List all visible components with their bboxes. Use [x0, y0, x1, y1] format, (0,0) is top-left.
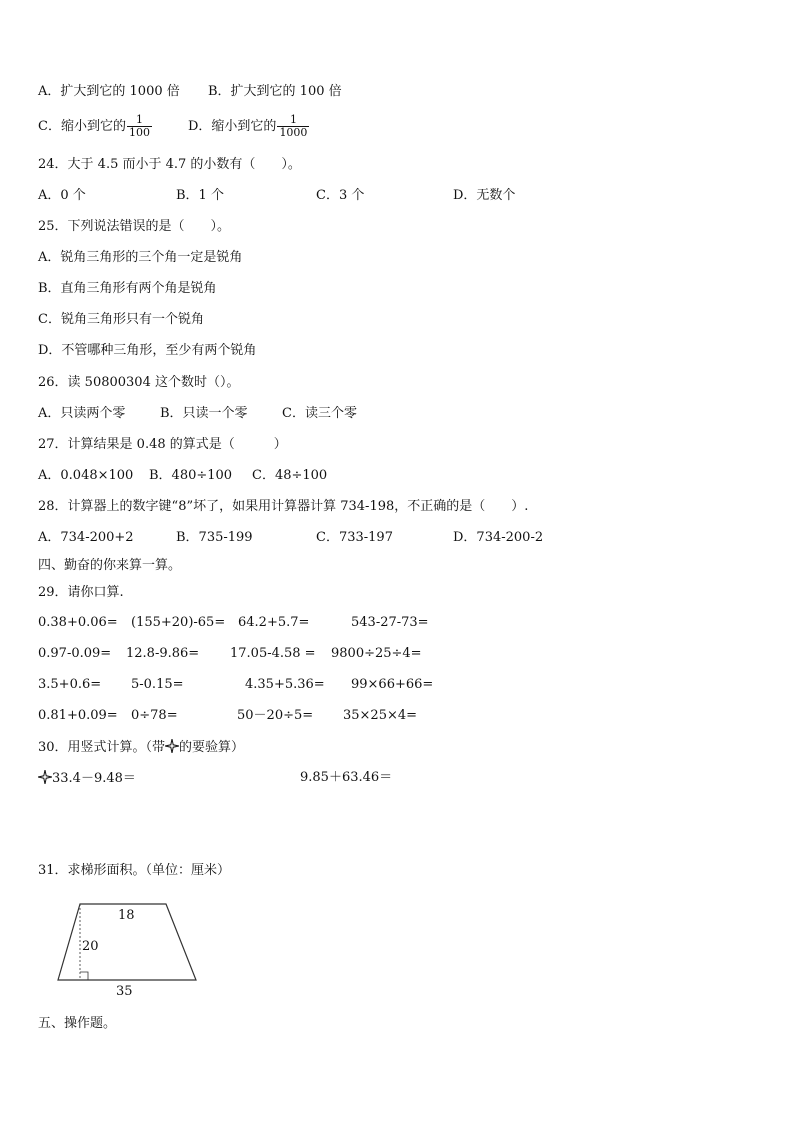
q23-option-c [38, 114, 152, 139]
trapezoid-height-label: 20 [82, 939, 99, 954]
oral-calc-item: 12.8-9.86= [126, 646, 200, 661]
section-heading-5: 五、操作题。 [38, 1016, 117, 1031]
trapezoid-bottom-label: 35 [116, 984, 133, 999]
q24-stem: 24．大于 4.5 而小于 4.7 的小数有（ ）。 [38, 157, 301, 172]
q25-option-c: C．锐角三角形只有一个锐角 [38, 312, 204, 327]
q30-item-1 [38, 770, 136, 787]
q30-stem-text-end: 的要验算） [179, 740, 245, 755]
q30-item-1-text: 33.4－9.48＝ [52, 771, 136, 786]
q25-stem: 25．下列说法错误的是（ ）。 [38, 219, 231, 234]
q29-stem: 29．请你口算. [38, 585, 124, 600]
right-angle-mark [80, 972, 88, 980]
oral-calc-item: 35×25×4= [343, 708, 418, 723]
q30-item-2: 9.85＋63.46＝ [300, 770, 393, 785]
q26-option-b: B．只读一个零 [160, 406, 248, 421]
four-point-star-icon [165, 739, 179, 753]
fraction-numerator: 1 [277, 114, 309, 127]
q27-stem: 27．计算结果是 0.48 的算式是（ ） [38, 437, 287, 452]
trapezoid-top-label: 18 [118, 908, 135, 923]
trapezoid-figure [50, 898, 210, 1000]
q23-option-d [188, 114, 309, 139]
q26-option-a: A．只读两个零 [38, 406, 126, 421]
q28-stem: 28．计算器上的数字键“8”坏了，如果用计算器计算 734-198，不正确的是（ ）. [38, 499, 529, 514]
fraction-denominator: 100 [128, 126, 150, 139]
q24-option-b: B．1 个 [176, 188, 224, 203]
oral-calc-item: 50－20÷5= [237, 708, 314, 723]
q23-option-d-text: D．缩小到它的 [188, 119, 277, 134]
q25-option-a: A．锐角三角形的三个角一定是锐角 [38, 250, 243, 265]
q28-option-a: A．734-200+2 [38, 530, 134, 545]
oral-calc-item: 3.5+0.6= [38, 677, 102, 692]
oral-calc-item: 0÷78= [131, 708, 178, 723]
oral-calc-item: 17.05-4.58 = [230, 646, 316, 661]
q28-option-b: B．735-199 [176, 530, 253, 545]
q30-stem-text: 30．用竖式计算。（带 [38, 740, 166, 755]
q25-option-d: D．不管哪种三角形，至少有两个锐角 [38, 343, 257, 358]
q27-option-b: B．480÷100 [149, 468, 233, 483]
section-heading-4: 四、勤奋的你来算一算。 [38, 558, 182, 573]
fraction-denominator: 1000 [279, 126, 308, 139]
fraction-1-1000 [277, 114, 309, 139]
q30-stem [38, 739, 244, 756]
oral-calc-item: 9800÷25÷4= [331, 646, 422, 661]
q23-option-a: A．扩大到它的 1000 倍 [38, 84, 180, 99]
q25-option-b: B．直角三角形有两个角是锐角 [38, 281, 217, 296]
oral-calc-item: 0.38+0.06= [38, 615, 118, 630]
oral-calc-item: 99×66+66= [351, 677, 434, 692]
q23-option-b: B．扩大到它的 100 倍 [208, 84, 342, 99]
oral-calc-item: 4.35+5.36= [245, 677, 325, 692]
q27-option-a: A．0.048×100 [38, 468, 134, 483]
q24-option-a: A．0 个 [38, 188, 86, 203]
oral-calc-item: 543-27-73= [351, 615, 429, 630]
fraction-1-100 [127, 114, 152, 139]
fraction-numerator: 1 [127, 114, 152, 127]
four-point-star-icon [38, 770, 52, 784]
q28-option-d: D．734-200-2 [453, 530, 544, 545]
oral-calc-item: (155+20)-65= [131, 615, 226, 630]
oral-calc-item: 0.97-0.09= [38, 646, 112, 661]
q24-option-d: D．无数个 [453, 188, 516, 203]
q23-option-c-text: C．缩小到它的 [38, 119, 126, 134]
q28-option-c: C．733-197 [316, 530, 393, 545]
oral-calc-item: 0.81+0.09= [38, 708, 118, 723]
q27-option-c: C．48÷100 [252, 468, 328, 483]
q24-option-c: C．3 个 [316, 188, 365, 203]
q31-stem: 31．求梯形面积。（单位：厘米） [38, 863, 231, 878]
q26-stem: 26．读 50800304 这个数时（）。 [38, 375, 240, 390]
q26-option-c: C．读三个零 [282, 406, 357, 421]
oral-calc-item: 64.2+5.7= [238, 615, 310, 630]
oral-calc-item: 5-0.15= [131, 677, 184, 692]
